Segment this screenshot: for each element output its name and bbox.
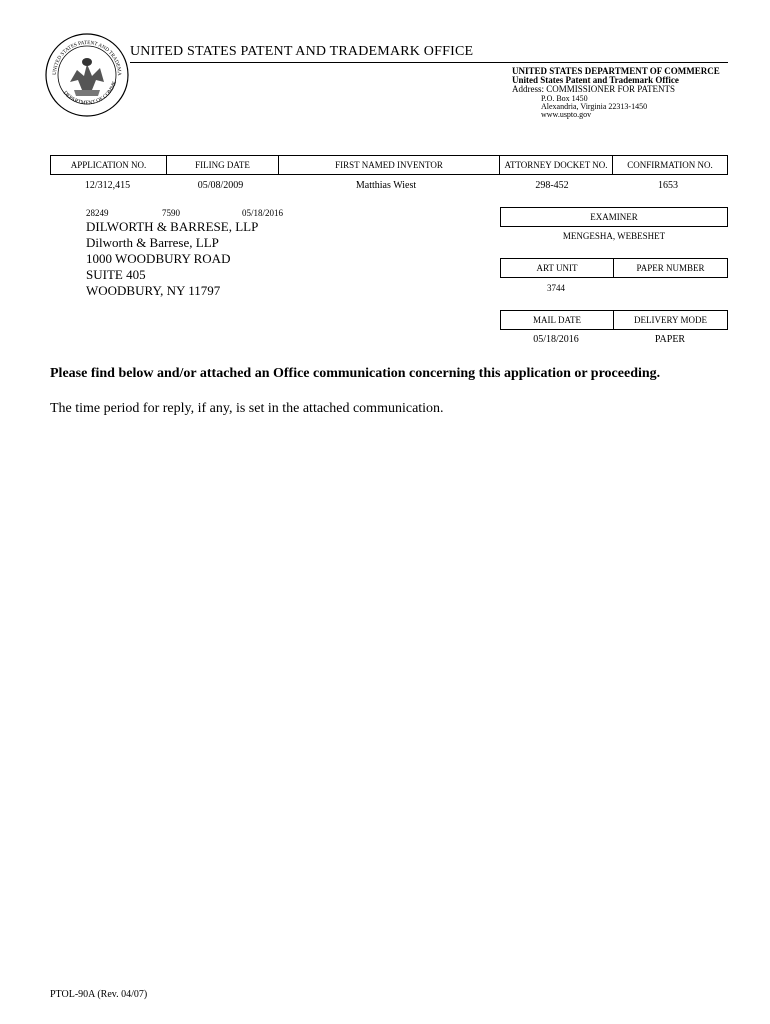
- website: www.uspto.gov: [541, 110, 592, 119]
- seal-bottom-text: DEPARTMENT OF COMME: [61, 80, 119, 107]
- address-line-4: SUITE 405: [86, 267, 146, 282]
- uspto-seal: [44, 32, 130, 118]
- first-named-inventor: Matthias Wiest: [355, 180, 417, 191]
- mail-box: [500, 310, 728, 330]
- art-unit-box: [500, 258, 728, 278]
- agency-name: United States Patent and Trademark Office: [512, 75, 679, 85]
- filing-date: 05/08/2009: [197, 180, 244, 191]
- correspondence-code: 7590: [162, 208, 180, 218]
- address-line-2: Dilworth & Barrese, LLP: [86, 235, 219, 250]
- art-unit-value: 3744: [547, 283, 565, 293]
- examiner-label: EXAMINER: [501, 208, 728, 227]
- title-rule: [130, 62, 728, 63]
- header-first-named-inventor: FIRST NAMED INVENTOR: [279, 156, 500, 175]
- address-line-1: DILWORTH & BARRESE, LLP: [86, 219, 259, 234]
- seal-top-text: UNITED STATES PATENT AND TRADEMA: [51, 39, 123, 76]
- correspondence-date: 05/18/2016: [242, 208, 284, 218]
- reply-period-text: The time period for reply, if any, is set in the attached communication.: [50, 401, 444, 416]
- examiner-name: MENGESHA, WEBESHET: [562, 231, 666, 241]
- art-unit-label: ART UNIT: [501, 259, 614, 278]
- header-confirmation-no: CONFIRMATION NO.: [613, 156, 728, 175]
- paper-number-label: PAPER NUMBER: [614, 259, 728, 278]
- examiner-box: [500, 207, 728, 227]
- confirmation-no: 1653: [658, 180, 678, 191]
- header-filing-date: FILING DATE: [167, 156, 279, 175]
- application-header-table: [50, 155, 728, 175]
- address-line-5: WOODBURY, NY 11797: [86, 283, 221, 298]
- mail-date: 05/18/2016: [533, 334, 579, 345]
- application-no: 12/312,415: [84, 180, 131, 191]
- po-box: P.O. Box 1450: [541, 94, 588, 103]
- form-identifier: PTOL-90A (Rev. 04/07): [50, 989, 148, 1000]
- department-name: UNITED STATES DEPARTMENT OF COMMERCE: [512, 66, 720, 76]
- office-title: UNITED STATES PATENT AND TRADEMARK OFFICE: [130, 44, 474, 59]
- address-line-3: 1000 WOODBURY ROAD: [86, 251, 231, 266]
- attorney-docket-no: 298-452: [535, 180, 569, 191]
- delivery-mode: PAPER: [654, 334, 686, 345]
- delivery-mode-label: DELIVERY MODE: [614, 311, 728, 330]
- city-state: Alexandria, Virginia 22313-1450: [541, 102, 648, 111]
- customer-number: 28249: [86, 208, 109, 218]
- header-application-no: APPLICATION NO.: [51, 156, 167, 175]
- header-attorney-docket-no: ATTORNEY DOCKET NO.: [500, 156, 613, 175]
- address-line: Address: COMMISSIONER FOR PATENTS: [512, 84, 675, 94]
- mail-date-label: MAIL DATE: [501, 311, 614, 330]
- office-communication-notice: Please find below and/or attached an Office communication concerning this application or proceeding.: [50, 366, 661, 381]
